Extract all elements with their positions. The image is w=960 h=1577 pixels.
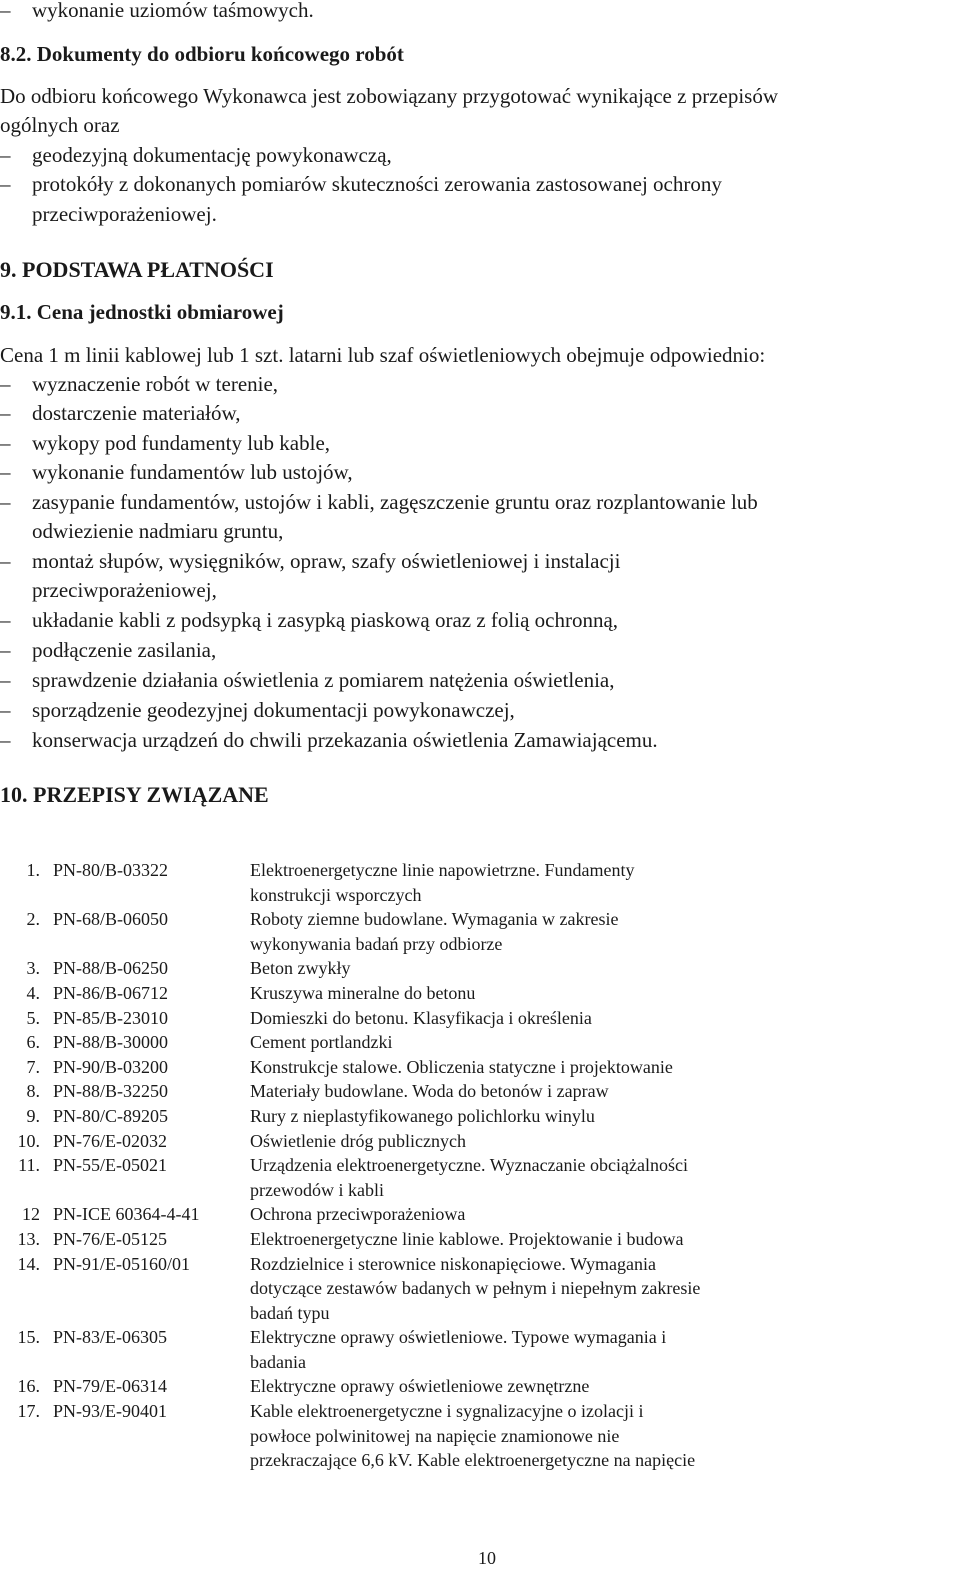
standard-row bbox=[0, 1202, 960, 1227]
standard-description-line: Elektroenergetyczne linie kablowe. Projektowanie i budowa bbox=[250, 1228, 684, 1249]
standard-row bbox=[0, 956, 960, 981]
list-item-continuation: przeciwporażeniowej. bbox=[32, 202, 217, 226]
standard-code: PN-88/B-32250 bbox=[53, 1081, 169, 1102]
standard-code: PN-83/E-06305 bbox=[53, 1327, 167, 1348]
standard-description-line: Elektroenergetyczne linie napowietrzne. Fundamenty bbox=[250, 860, 635, 880]
standard-code: PN-76/E-05125 bbox=[53, 1228, 167, 1249]
bullet-dash: – bbox=[0, 549, 11, 573]
section-heading-9: 9. PODSTAWA PŁATNOŚCI bbox=[0, 257, 274, 282]
standard-row bbox=[0, 1227, 960, 1252]
standard-description-line: Elektryczne oprawy oświetleniowe. Typowe wymagania i bbox=[250, 1327, 667, 1348]
standard-number: 1. bbox=[26, 860, 40, 880]
standard-number: 10. bbox=[17, 1130, 40, 1151]
standard-row bbox=[0, 1030, 960, 1055]
standard-number: 9. bbox=[26, 1105, 40, 1126]
standard-code: PN-55/E-05021 bbox=[53, 1155, 167, 1176]
standard-number: 3. bbox=[26, 958, 40, 979]
standard-row bbox=[0, 1104, 960, 1129]
standard-row bbox=[0, 1055, 960, 1080]
standard-description bbox=[250, 956, 810, 981]
bullet-dash: – bbox=[0, 172, 11, 196]
list-item: konserwacja urządzeń do chwili przekazania oświetlenia Zamawiającemu. bbox=[32, 728, 658, 752]
bullet-dash: – bbox=[0, 728, 11, 752]
standard-description-line: Materiały budowlane. Woda do betonów i zapraw bbox=[250, 1081, 609, 1102]
standard-number: 16. bbox=[17, 1376, 40, 1397]
standard-description bbox=[250, 1202, 810, 1227]
list-item: sporządzenie geodezyjnej dokumentacji powykonawczej, bbox=[32, 698, 515, 722]
list-item: wykopy pod fundamenty lub kable, bbox=[32, 431, 331, 455]
standard-description-line: powłoce polwinitowej na napięcie znamionowe nie bbox=[250, 1425, 620, 1446]
list-item-continuation: odwiezienie nadmiaru gruntu, bbox=[32, 519, 284, 543]
bullet-dash: – bbox=[0, 372, 11, 396]
standard-description-line: Kruszywa mineralne do betonu bbox=[250, 982, 476, 1003]
bullet-dash: – bbox=[0, 401, 11, 425]
standard-description bbox=[250, 1055, 810, 1080]
standard-row bbox=[0, 907, 960, 956]
standard-description-line: Elektryczne oprawy oświetleniowe zewnętrzne bbox=[250, 1376, 590, 1397]
standard-row bbox=[0, 1374, 960, 1399]
standard-description-line: Konstrukcje stalowe. Obliczenia statyczne i projektowanie bbox=[250, 1056, 673, 1077]
standard-number: 7. bbox=[26, 1056, 40, 1077]
standard-description bbox=[250, 1399, 810, 1473]
bullet-dash: – bbox=[0, 608, 11, 632]
paragraph-line: Do odbioru końcowego Wykonawca jest zobowiązany przygotować wynikające z przepisów bbox=[0, 84, 779, 108]
standard-description-line: przewodów i kabli bbox=[250, 1179, 384, 1200]
standard-code: PN-86/B-06712 bbox=[53, 982, 169, 1003]
list-item: wykonanie fundamentów lub ustojów, bbox=[32, 460, 353, 484]
standard-code: PN-85/B-23010 bbox=[53, 1007, 169, 1028]
standard-description bbox=[250, 1374, 810, 1399]
standard-code: PN-90/B-03200 bbox=[53, 1056, 169, 1077]
standard-description-line: Urządzenia elektroenergetyczne. Wyznaczanie obciążalności bbox=[250, 1155, 688, 1176]
standard-number: 17. bbox=[17, 1401, 40, 1422]
standard-number: 4. bbox=[26, 982, 40, 1003]
bullet-dash: – bbox=[0, 638, 11, 662]
paragraph-line: ogólnych oraz bbox=[0, 113, 120, 137]
list-item: zasypanie fundamentów, ustojów i kabli, zagęszczenie gruntu oraz rozplantowanie lub bbox=[32, 490, 758, 514]
standard-description-line: konstrukcji wsporczych bbox=[250, 884, 422, 905]
list-item: geodezyjną dokumentację powykonawczą, bbox=[32, 143, 392, 167]
standard-row bbox=[0, 1252, 960, 1326]
standard-description bbox=[250, 1079, 810, 1104]
standard-code: PN-91/E-05160/01 bbox=[53, 1253, 190, 1274]
standards-list bbox=[0, 858, 960, 1473]
standard-code: PN-93/E-90401 bbox=[53, 1401, 167, 1422]
section-heading-10: 10. PRZEPISY ZWIĄZANE bbox=[0, 782, 269, 807]
standard-number: 12 bbox=[22, 1204, 40, 1225]
standard-row bbox=[0, 858, 960, 907]
standard-description-line: badania bbox=[250, 1351, 306, 1372]
standard-description-line: wykonywania badań przy odbiorze bbox=[250, 933, 503, 954]
bullet-dash: – bbox=[0, 460, 11, 484]
list-item: sprawdzenie działania oświetlenia z pomiarem natężenia oświetlenia, bbox=[32, 668, 615, 692]
standard-code: PN-88/B-06250 bbox=[53, 958, 169, 979]
standard-code: PN-80/C-89205 bbox=[53, 1105, 169, 1126]
standard-description bbox=[250, 1030, 810, 1055]
standard-code: PN-88/B-30000 bbox=[53, 1032, 169, 1053]
list-item: protokóły z dokonanych pomiarów skuteczności zerowania zastosowanej ochrony bbox=[32, 172, 722, 196]
list-item: dostarczenie materiałów, bbox=[32, 401, 241, 425]
list-item: podłączenie zasilania, bbox=[32, 638, 217, 662]
bullet-dash: – bbox=[0, 143, 11, 167]
standard-code: PN-80/B-03322 bbox=[53, 860, 169, 880]
standard-description bbox=[250, 1227, 810, 1252]
standard-row bbox=[0, 1006, 960, 1031]
bullet-dash: – bbox=[0, 698, 11, 722]
standard-description-line: Cement portlandzki bbox=[250, 1032, 393, 1053]
standard-description-line: Beton zwykły bbox=[250, 958, 351, 979]
standard-code: PN-79/E-06314 bbox=[53, 1376, 167, 1397]
standard-number: 14. bbox=[17, 1253, 40, 1274]
standard-description-line: badań typu bbox=[250, 1302, 330, 1323]
standard-code: PN-68/B-06050 bbox=[53, 909, 169, 930]
standard-description-line: dotyczące zestawów badanych w pełnym i niepełnym zakresie bbox=[250, 1278, 701, 1299]
list-item: wykonanie uziomów taśmowych. bbox=[32, 0, 314, 22]
standard-code: PN-76/E-02032 bbox=[53, 1130, 167, 1151]
section-heading-9-1: 9.1. Cena jednostki obmiarowej bbox=[0, 300, 284, 324]
standard-row bbox=[0, 981, 960, 1006]
standard-description-line: Oświetlenie dróg publicznych bbox=[250, 1130, 466, 1151]
paragraph-line: Cena 1 m linii kablowej lub 1 szt. latarni lub szaf oświetleniowych obejmuje odpowiednio: bbox=[0, 343, 766, 367]
standard-row bbox=[0, 1153, 960, 1202]
standard-description-line: Kable elektroenergetyczne i sygnalizacyjne o izolacji i bbox=[250, 1401, 644, 1422]
standard-number: 6. bbox=[26, 1032, 40, 1053]
list-item: układanie kabli z podsypką i zasypką piaskową oraz z folią ochronną, bbox=[32, 608, 619, 632]
standard-number: 8. bbox=[26, 1081, 40, 1102]
standard-description bbox=[250, 1104, 810, 1129]
page-number: 10 bbox=[478, 1548, 496, 1568]
standard-row bbox=[0, 1079, 960, 1104]
list-item: montaż słupów, wysięgników, opraw, szafy oświetleniowej i instalacji bbox=[32, 549, 621, 573]
standard-description bbox=[250, 981, 810, 1006]
standard-number: 13. bbox=[17, 1228, 40, 1249]
list-item-continuation: przeciwporażeniowej, bbox=[32, 578, 217, 602]
standard-code: PN-ICE 60364-4-41 bbox=[53, 1204, 200, 1225]
bullet-dash: – bbox=[0, 0, 11, 22]
standard-description bbox=[250, 1129, 810, 1154]
standard-row bbox=[0, 1325, 960, 1374]
standard-description-line: Domieszki do betonu. Klasyfikacja i określenia bbox=[250, 1007, 592, 1028]
standard-number: 15. bbox=[17, 1327, 40, 1348]
section-heading-8-2: 8.2. Dokumenty do odbioru końcowego robót bbox=[0, 42, 404, 66]
standard-description-line: Rozdzielnice i sterownice niskonapięciowe. Wymagania bbox=[250, 1253, 656, 1274]
standard-description bbox=[250, 1252, 810, 1326]
standard-number: 2. bbox=[26, 909, 40, 930]
standard-description-line: Rury z nieplastyfikowanego polichlorku winylu bbox=[250, 1105, 595, 1126]
standard-description bbox=[250, 858, 810, 907]
standard-description bbox=[250, 1325, 810, 1374]
standard-description-line: Roboty ziemne budowlane. Wymagania w zakresie bbox=[250, 909, 619, 930]
bullet-dash: – bbox=[0, 668, 11, 692]
standard-number: 5. bbox=[26, 1007, 40, 1028]
list-item: wyznaczenie robót w terenie, bbox=[32, 372, 279, 396]
bullet-dash: – bbox=[0, 431, 11, 455]
standard-description bbox=[250, 1006, 810, 1031]
bullet-dash: – bbox=[0, 490, 11, 514]
standard-description-line: Ochrona przeciwporażeniowa bbox=[250, 1204, 466, 1225]
standard-row bbox=[0, 1399, 960, 1473]
standard-description bbox=[250, 907, 810, 956]
standard-row bbox=[0, 1129, 960, 1154]
standard-number: 11. bbox=[18, 1155, 40, 1176]
standard-description bbox=[250, 1153, 810, 1202]
standard-description-line: przekraczające 6,6 kV. Kable elektroenergetyczne na napięcie bbox=[250, 1450, 696, 1471]
